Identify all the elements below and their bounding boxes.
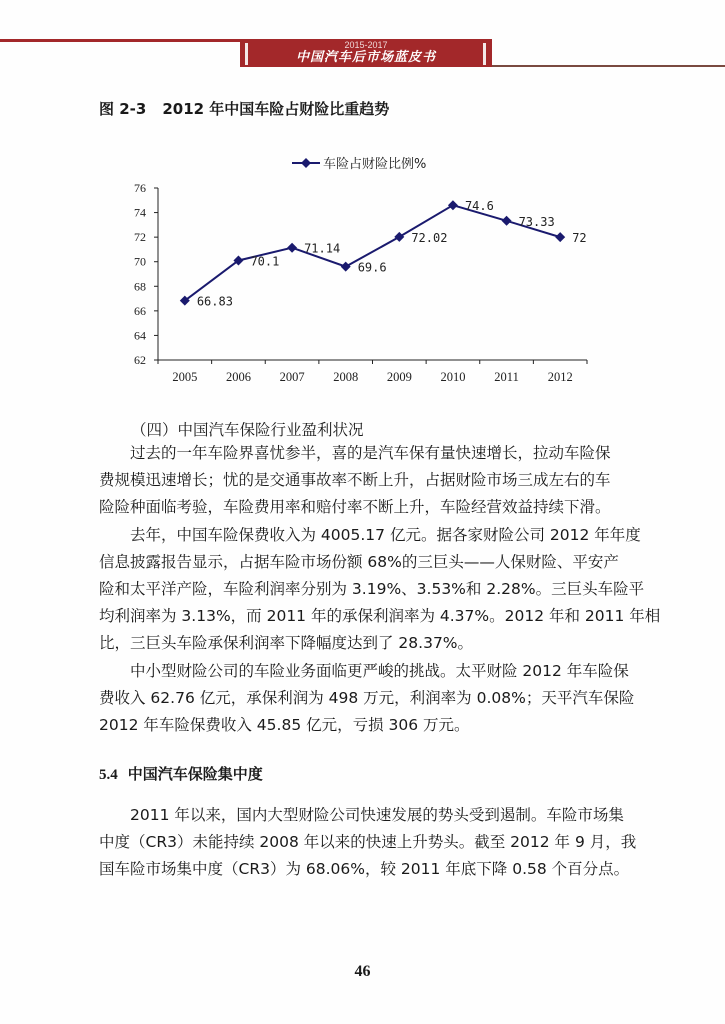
svg-text:72: 72 bbox=[572, 231, 587, 246]
chart-series bbox=[180, 199, 587, 308]
svg-text:66.83: 66.83 bbox=[196, 294, 233, 309]
svg-text:74.6: 74.6 bbox=[464, 199, 494, 214]
header-years: 2015-2017 bbox=[344, 40, 388, 50]
svg-text:62: 62 bbox=[134, 353, 146, 367]
section-title bbox=[99, 763, 263, 784]
svg-text:2008: 2008 bbox=[333, 370, 359, 384]
paragraph-line: 去年，中国车险保费收入为 4005.17 亿元。据各家财险公司 2012 年年度 bbox=[130, 526, 641, 544]
diamond-marker-icon bbox=[341, 262, 351, 272]
paragraph-line: 2011 年以来，国内大型财险公司快速发展的势头受到遏制。车险市场集 bbox=[130, 806, 624, 824]
diamond-marker-icon bbox=[502, 216, 512, 226]
paragraph-line: 过去的一年车险界喜忧参半，喜的是汽车保有量快速增长，拉动车险保 bbox=[130, 444, 611, 462]
svg-text:70.1: 70.1 bbox=[250, 254, 280, 269]
paragraph-4 bbox=[99, 802, 637, 883]
y-axis-ticks bbox=[134, 181, 158, 367]
diamond-marker-icon bbox=[394, 232, 404, 242]
svg-text:2012: 2012 bbox=[547, 370, 573, 384]
line-chart bbox=[0, 0, 725, 400]
svg-text:74: 74 bbox=[134, 205, 146, 220]
svg-text:2006: 2006 bbox=[225, 370, 251, 384]
svg-text:2009: 2009 bbox=[386, 370, 412, 384]
paragraph-line: 信息披露报告显示，占据车险市场份额 68%的三巨头——人保财险、平安产 bbox=[99, 553, 619, 571]
page-number: 46 bbox=[354, 963, 371, 980]
svg-text:68: 68 bbox=[134, 279, 146, 294]
diamond-marker-icon bbox=[287, 243, 297, 253]
section-number: 5.4 bbox=[99, 767, 118, 783]
section-title-text: 中国汽车保险集中度 bbox=[127, 765, 263, 783]
paragraph-3 bbox=[99, 658, 635, 739]
svg-text:64: 64 bbox=[134, 328, 146, 343]
svg-text:76: 76 bbox=[134, 181, 146, 195]
diamond-marker-icon bbox=[448, 200, 458, 210]
paragraph-line: 国车险市场集中度（CR3）为 68.06%，较 2011 年底下降 0.58 个百分点。 bbox=[99, 860, 630, 878]
paragraph-1 bbox=[99, 440, 629, 521]
legend-label: 车险占财险比例% bbox=[323, 157, 427, 172]
paragraph-line: 比，三巨头车险承保利润率下降幅度达到了 28.37%。 bbox=[99, 634, 474, 652]
header-title: 中国汽车后市场蓝皮书 bbox=[295, 50, 436, 65]
paragraph-line: 中度（CR3）未能持续 2008 年以来的快速上升势头。截至 2012 年 9 月，我 bbox=[99, 833, 637, 851]
svg-text:2005: 2005 bbox=[172, 370, 198, 384]
svg-text:71.14: 71.14 bbox=[304, 241, 341, 256]
paragraph-line: 中小型财险公司的车险业务面临更严峻的挑战。太平财险 2012 年车险保 bbox=[130, 662, 629, 680]
paragraph-line: 2012 年车险保费收入 45.85 亿元，亏损 306 万元。 bbox=[99, 716, 470, 734]
subsection-heading: （四）中国汽车保险行业盈利状况 bbox=[131, 421, 364, 439]
chart-legend bbox=[292, 156, 426, 172]
svg-text:66: 66 bbox=[134, 303, 146, 318]
paragraph-2 bbox=[99, 522, 661, 657]
paragraph-line: 均利润率为 3.13%，而 2011 年的承保利润率为 4.37%。2012 年和 2011 年相 bbox=[99, 607, 661, 625]
svg-text:70: 70 bbox=[134, 254, 146, 269]
paragraph-line: 险和太平洋产险，车险利润率分别为 3.19%、3.53%和 2.28%。三巨头车险平 bbox=[99, 580, 645, 598]
svg-text:72: 72 bbox=[134, 230, 146, 245]
svg-text:2010: 2010 bbox=[440, 370, 466, 384]
diamond-marker-icon bbox=[555, 232, 565, 242]
svg-text:2011: 2011 bbox=[494, 370, 519, 384]
svg-text:2007: 2007 bbox=[279, 370, 305, 384]
figure-label: 图 2-3 bbox=[99, 100, 147, 118]
svg-text:72.02: 72.02 bbox=[411, 230, 448, 245]
figure-title: 2012 年中国车险占财险比重趋势 bbox=[162, 100, 390, 118]
svg-text:69.6: 69.6 bbox=[357, 260, 387, 275]
x-axis-ticks bbox=[158, 360, 587, 384]
svg-text:73.33: 73.33 bbox=[518, 214, 555, 229]
paragraph-line: 险险种面临考验，车险费用率和赔付率不断上升，车险经营效益持续下滑。 bbox=[99, 498, 611, 516]
paragraph-line: 费规模迅速增长；忧的是交通事故率不断上升，占据财险市场三成左右的车 bbox=[99, 471, 611, 489]
paragraph-line: 费收入 62.76 亿元，承保利润为 498 万元，利润率为 0.08%；天平汽车保险 bbox=[99, 689, 635, 707]
diamond-marker-icon bbox=[301, 158, 311, 168]
